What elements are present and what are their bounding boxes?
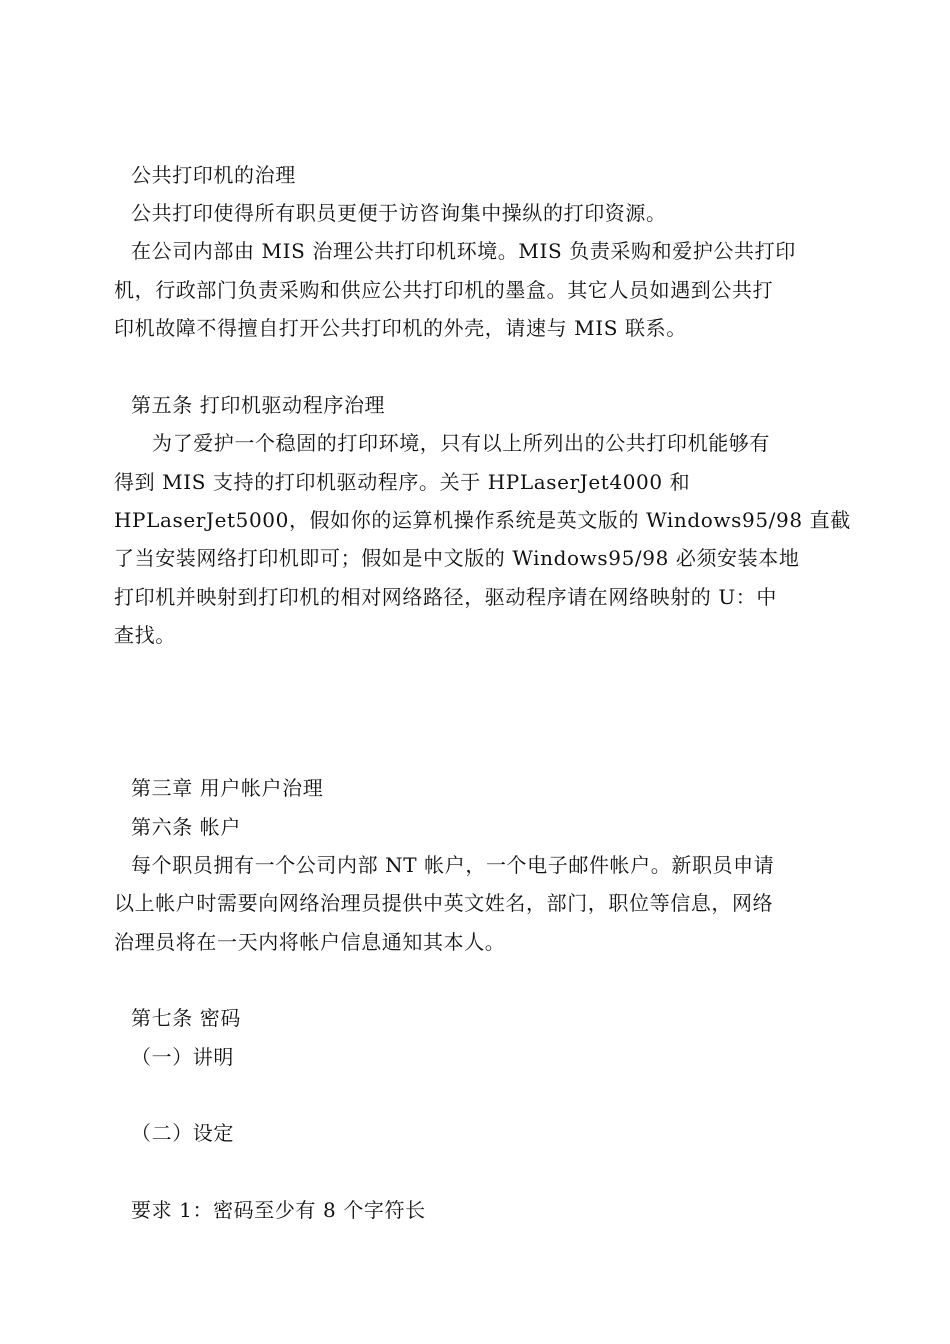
paragraph-line: 了当安装网络打印机即可；假如是中文版的 Windows95/98 必须安装本地 [114, 546, 800, 570]
section-heading-public-printer: 公共打印机的治理 [131, 163, 296, 187]
paragraph-line: 治理员将在一天内将帐户信息通知其本人。 [114, 930, 506, 954]
article-heading-6: 第六条 帐户 [131, 815, 241, 839]
list-item: （一）讲明 [131, 1045, 234, 1069]
paragraph-line: 查找。 [114, 623, 176, 647]
paragraph-line: 公共打印使得所有职员更便于访咨询集中操纵的打印资源。 [131, 201, 667, 225]
paragraph-line: 每个职员拥有一个公司内部 NT 帐户，一个电子邮件帐户。新职员申请 [131, 853, 775, 877]
paragraph-line: 得到 MIS 支持的打印机驱动程序。关于 HPLaserJet4000 和 [114, 470, 691, 494]
paragraph-line: 为了爱护一个稳固的打印环境，只有以上所列出的公共打印机能够有 [152, 431, 770, 455]
article-heading-5: 第五条 打印机驱动程序治理 [131, 393, 386, 417]
list-item: （二）设定 [131, 1121, 234, 1145]
paragraph-line: 打印机并映射到打印机的相对网络路径，驱动程序请在网络映射的 U：中 [114, 585, 778, 609]
requirement-line: 要求 1：密码至少有 8 个字符长 [131, 1198, 426, 1222]
chapter-heading-3: 第三章 用户帐户治理 [131, 776, 324, 800]
paragraph-line: HPLaserJet5000，假如你的运算机操作系统是英文版的 Windows95/98 直截 [114, 508, 851, 532]
paragraph-line: 机，行政部门负责采购和供应公共打印机的墨盒。其它人员如遇到公共打 [114, 278, 774, 302]
article-heading-7: 第七条 密码 [131, 1006, 241, 1030]
paragraph-line: 以上帐户时需要向网络治理员提供中英文姓名，部门，职位等信息，网络 [114, 891, 774, 915]
paragraph-line: 在公司内部由 MIS 治理公共打印机环境。MIS 负责采购和爱护公共打印 [131, 239, 796, 263]
paragraph-line: 印机故障不得擅自打开公共打印机的外壳，请速与 MIS 联系。 [114, 316, 687, 340]
